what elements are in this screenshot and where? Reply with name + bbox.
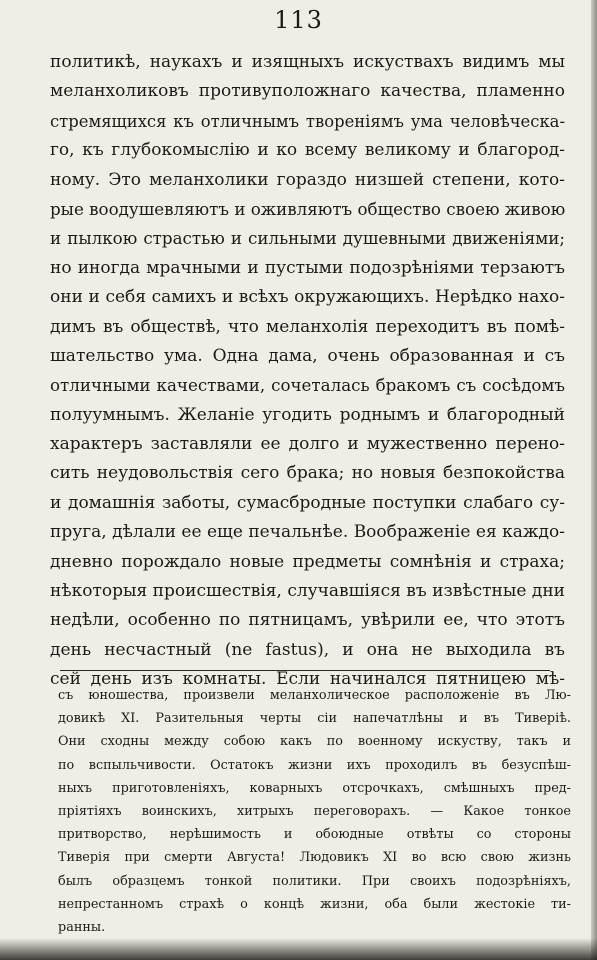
text-line: сить неудовольствія сего брака; но новыя безпокойства [50, 463, 565, 484]
text-line: пруга, дѣлали ее еще печальнѣе. Воображеніе ея каждо- [50, 522, 565, 543]
footnote-line: Тиверія при смерти Августа! Людовикъ XI во всю свою жизнь [58, 850, 571, 866]
footnote-line: пріятіяхъ воинскихъ, хитрыхъ переговорахъ. — Какое тонкое [58, 803, 571, 819]
text-line: нѣкоторыя происшествія, случавшіяся въ извѣстные дни [50, 581, 565, 602]
main-text [50, 48, 565, 695]
footnote-line: по вспыльчивости. Остатокъ жизни ихъ проходилъ въ безуспѣш- [58, 757, 571, 773]
text-line: рые воодушевляютъ и оживляютъ общество своею живою [50, 198, 566, 219]
text-line: отличными качествами, сочеталась бракомъ съ сосѣдомъ [50, 375, 565, 396]
footnote-line: Они сходны между собою какъ по военному искуству, такъ и [58, 734, 571, 750]
footnote-line: непрестанномъ страхѣ о концѣ жизни, оба были жестокіе ти- [58, 896, 571, 912]
footnote-divider [60, 670, 550, 671]
footnote-line: довикѣ XI. Разительныя черты сіи напечатлѣны и въ Тиверіѣ. [58, 711, 571, 727]
text-line: и пылкою страстью и сильными душевными движеніями; [50, 228, 565, 249]
text-line: сей день изъ комнаты. Если начинался пятницею мѣ- [50, 669, 565, 690]
text-line: но иногда мрачными и пустыми подозрѣніями терзаютъ [50, 257, 565, 278]
text-line: политикѣ, наукахъ и изящныхъ искуствахъ видимъ мы [50, 52, 565, 72]
text-line: недѣли, особенно по пятницамъ, увѣрили ее, что этотъ [50, 610, 565, 631]
text-line: меланхоликовъ противуположнаго качества, пламенно [50, 81, 565, 102]
footnote-line: съ юношества, произвели меланхолическое расположеніе въ Лю- [58, 688, 571, 703]
footnote-line: былъ образцемъ тонкой политики. При своихъ подозрѣніяхъ, [58, 873, 571, 889]
footnote-line: ныхъ приготовленіяхъ, коварныхъ отсрочкахъ, смѣшныхъ пред- [58, 780, 571, 796]
page-bottom-shadow [0, 938, 597, 960]
footnote-line: ранны. [58, 919, 106, 935]
page-number: 113 [274, 6, 323, 34]
text-line: ному. Это меланхолики гораздо низшей степени, кото- [50, 169, 565, 190]
text-line: полуумнымъ. Желаніе угодить роднымъ и благородный [50, 404, 565, 425]
text-line: день несчастный (ne fastus), и она не выходила въ [50, 639, 565, 660]
text-line: шательство ума. Одна дама, очень образованная и съ [50, 345, 565, 366]
text-line: стремящихся къ отличнымъ твореніямъ ума человѣческа- [50, 111, 565, 131]
text-line: димъ въ обществѣ, что меланхолія переходитъ въ помѣ- [50, 316, 565, 337]
page-edge [591, 0, 597, 960]
footnote-line: притворство, нерѣшимость и обоюдные отвѣты со стороны [58, 827, 571, 843]
text-line: дневно порождало новые предметы сомнѣнія и страха; [50, 551, 565, 572]
text-line: и домашнія заботы, сумасбродные поступки слабаго су- [50, 492, 565, 513]
text-line: характеръ заставляли ее долго и мужественно перено- [50, 434, 565, 455]
text-line: они и себя самихъ и всѣхъ окружающихъ. Нерѣдко нахо- [50, 287, 565, 308]
text-line: го, къ глубокомыслію и ко всему великому и благород- [50, 140, 565, 161]
footnote [58, 684, 571, 939]
